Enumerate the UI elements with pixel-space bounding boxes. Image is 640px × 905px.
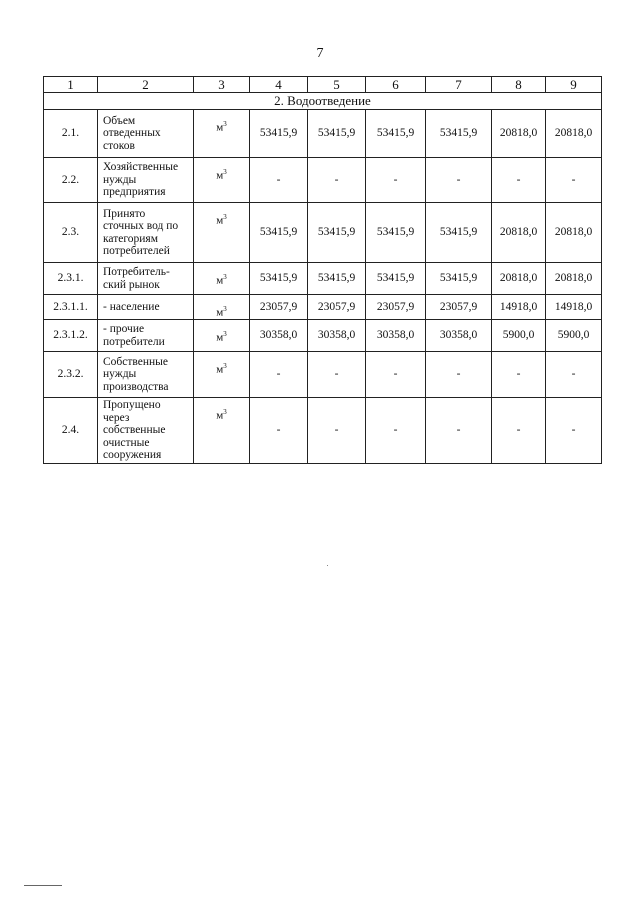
row-code: 2.3. bbox=[44, 203, 98, 263]
row-name-line: - население bbox=[103, 300, 160, 313]
unit-base: м bbox=[216, 331, 224, 344]
row-name-line: - прочие bbox=[103, 323, 145, 336]
unit-base: м bbox=[216, 409, 224, 422]
unit-base: м bbox=[216, 274, 224, 287]
table-row bbox=[44, 263, 602, 295]
row-name bbox=[98, 158, 194, 203]
water-disposal-table bbox=[43, 76, 602, 464]
row-name bbox=[98, 295, 194, 320]
value-cell: - bbox=[492, 158, 546, 203]
value-cell: - bbox=[308, 398, 366, 464]
row-unit bbox=[194, 203, 250, 263]
row-name-line: Хозяйственные bbox=[103, 161, 179, 174]
unit-exponent: 3 bbox=[223, 305, 227, 313]
row-code: 2.3.1.1. bbox=[44, 295, 98, 320]
row-name-line: сооружения bbox=[103, 449, 162, 462]
value-cell: 23057,9 bbox=[250, 295, 308, 320]
row-name-line: предприятия bbox=[103, 186, 166, 199]
header-cell: 3 bbox=[194, 77, 250, 93]
value-cell: 5900,0 bbox=[492, 320, 546, 352]
row-name-line: Потребитель- bbox=[103, 266, 170, 278]
value-cell: - bbox=[546, 398, 602, 464]
row-name-line: нужды bbox=[103, 368, 137, 381]
value-cell: 53415,9 bbox=[250, 203, 308, 263]
value-cell: 14918,0 bbox=[546, 295, 602, 320]
value-cell: - bbox=[426, 158, 492, 203]
table-row bbox=[44, 110, 602, 158]
table-row bbox=[44, 158, 602, 203]
value-cell: 30358,0 bbox=[250, 320, 308, 352]
row-name bbox=[98, 263, 194, 295]
unit-base: м bbox=[216, 363, 224, 376]
row-unit bbox=[194, 352, 250, 398]
value-cell: 53415,9 bbox=[426, 110, 492, 158]
unit-exponent: 3 bbox=[223, 213, 227, 221]
row-code: 2.4. bbox=[44, 398, 98, 464]
row-code: 2.1. bbox=[44, 110, 98, 158]
value-cell: 23057,9 bbox=[366, 295, 426, 320]
value-cell: 53415,9 bbox=[366, 110, 426, 158]
row-name bbox=[98, 352, 194, 398]
value-cell: - bbox=[250, 158, 308, 203]
row-name-line: Принято bbox=[103, 207, 146, 220]
table-row bbox=[44, 203, 602, 263]
row-name bbox=[98, 203, 194, 263]
unit-base: м bbox=[216, 121, 224, 134]
value-cell: 23057,9 bbox=[426, 295, 492, 320]
table-body bbox=[44, 77, 602, 464]
value-cell: 20818,0 bbox=[546, 203, 602, 263]
value-cell: - bbox=[492, 352, 546, 398]
value-cell: 53415,9 bbox=[250, 263, 308, 295]
row-name-line: потребителей bbox=[103, 245, 170, 257]
value-cell: - bbox=[250, 352, 308, 398]
row-name-line: производства bbox=[103, 380, 169, 393]
value-cell: - bbox=[546, 158, 602, 203]
value-cell: - bbox=[366, 158, 426, 203]
unit-base: м bbox=[216, 306, 224, 319]
header-cell: 9 bbox=[546, 77, 602, 93]
table-row bbox=[44, 320, 602, 352]
corner-mark bbox=[24, 885, 62, 886]
unit-exponent: 3 bbox=[223, 273, 227, 281]
header-cell: 2 bbox=[98, 77, 194, 93]
row-code: 2.2. bbox=[44, 158, 98, 203]
row-code: 2.3.1.2. bbox=[44, 320, 98, 352]
row-unit bbox=[194, 295, 250, 320]
header-cell: 7 bbox=[426, 77, 492, 93]
row-unit bbox=[194, 158, 250, 203]
row-name bbox=[98, 320, 194, 352]
row-code: 2.3.1. bbox=[44, 263, 98, 295]
row-name-line: категориям bbox=[103, 232, 159, 245]
row-unit bbox=[194, 263, 250, 295]
value-cell: 20818,0 bbox=[492, 203, 546, 263]
header-cell: 1 bbox=[44, 77, 98, 93]
row-name-line: Пропущено bbox=[103, 399, 161, 412]
header-cell: 5 bbox=[308, 77, 366, 93]
value-cell: 20818,0 bbox=[492, 263, 546, 295]
row-name-line: стоков bbox=[103, 139, 135, 152]
row-name bbox=[98, 110, 194, 158]
row-name-line: потребители bbox=[103, 335, 165, 348]
scan-speck bbox=[327, 565, 328, 566]
header-cell: 6 bbox=[366, 77, 426, 93]
value-cell: - bbox=[308, 352, 366, 398]
unit-exponent: 3 bbox=[223, 120, 227, 128]
value-cell: 53415,9 bbox=[426, 263, 492, 295]
row-name-line: очистные bbox=[103, 436, 150, 449]
header-cell: 8 bbox=[492, 77, 546, 93]
unit-exponent: 3 bbox=[223, 330, 227, 339]
row-name-line: ский рынок bbox=[103, 278, 160, 291]
row-name-line: Объем bbox=[103, 114, 136, 127]
unit-exponent: 3 bbox=[223, 362, 227, 371]
value-cell: 14918,0 bbox=[492, 295, 546, 320]
row-name-line: отведенных bbox=[103, 127, 161, 140]
value-cell: 53415,9 bbox=[366, 203, 426, 263]
row-name bbox=[98, 398, 194, 464]
table-row bbox=[44, 352, 602, 398]
row-unit bbox=[194, 398, 250, 464]
value-cell: - bbox=[366, 352, 426, 398]
value-cell: - bbox=[426, 352, 492, 398]
unit-base: м bbox=[216, 214, 224, 227]
unit-exponent: 3 bbox=[223, 168, 227, 176]
unit-base: м bbox=[216, 169, 224, 182]
value-cell: - bbox=[366, 398, 426, 464]
row-unit bbox=[194, 110, 250, 158]
section-title: 2. Водоотведение bbox=[44, 93, 602, 110]
value-cell: - bbox=[308, 158, 366, 203]
value-cell: 53415,9 bbox=[308, 203, 366, 263]
value-cell: 5900,0 bbox=[546, 320, 602, 352]
section-row bbox=[44, 93, 602, 110]
row-code: 2.3.2. bbox=[44, 352, 98, 398]
value-cell: 30358,0 bbox=[308, 320, 366, 352]
value-cell: - bbox=[426, 398, 492, 464]
row-name-line: сточных вод по bbox=[103, 220, 179, 232]
unit-exponent: 3 bbox=[223, 408, 227, 417]
row-name-line: собственные bbox=[103, 424, 166, 437]
table-row bbox=[44, 295, 602, 320]
header-cell: 4 bbox=[250, 77, 308, 93]
row-unit bbox=[194, 320, 250, 352]
header-row bbox=[44, 77, 602, 93]
value-cell: 30358,0 bbox=[366, 320, 426, 352]
value-cell: 30358,0 bbox=[426, 320, 492, 352]
value-cell: 23057,9 bbox=[308, 295, 366, 320]
value-cell: 20818,0 bbox=[492, 110, 546, 158]
value-cell: 53415,9 bbox=[308, 263, 366, 295]
value-cell: 20818,0 bbox=[546, 110, 602, 158]
row-name-line: нужды bbox=[103, 173, 137, 186]
value-cell: 53415,9 bbox=[308, 110, 366, 158]
value-cell: - bbox=[250, 398, 308, 464]
table-row bbox=[44, 398, 602, 464]
value-cell: 53415,9 bbox=[366, 263, 426, 295]
row-name-line: Собственные bbox=[103, 355, 169, 368]
value-cell: 53415,9 bbox=[250, 110, 308, 158]
value-cell: - bbox=[492, 398, 546, 464]
row-name-line: через bbox=[103, 411, 130, 424]
value-cell: 20818,0 bbox=[546, 263, 602, 295]
page-number: 7 bbox=[316, 46, 324, 61]
value-cell: 53415,9 bbox=[426, 203, 492, 263]
value-cell: - bbox=[546, 352, 602, 398]
